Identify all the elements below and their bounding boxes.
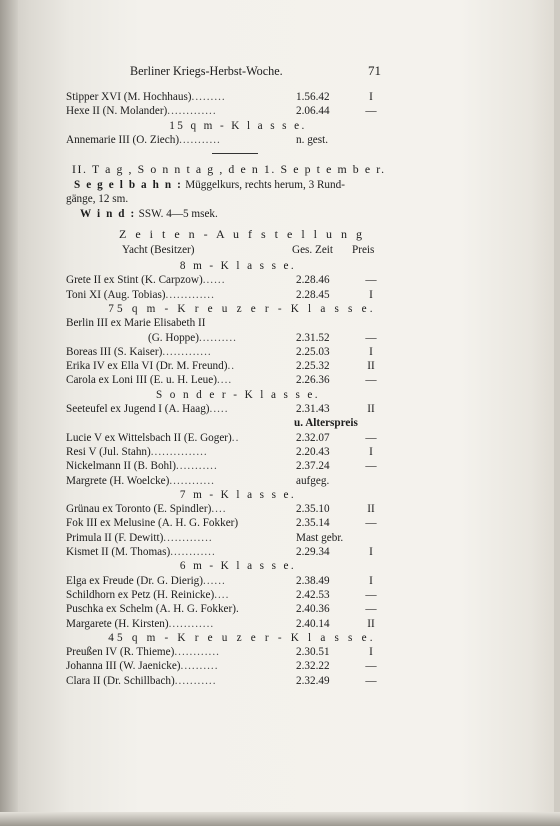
- leader-dots: ..: [231, 431, 240, 444]
- total-time: n. gest.: [296, 133, 329, 146]
- leader-dots: ............: [174, 646, 220, 659]
- result-row: [66, 602, 386, 616]
- prize: —: [365, 274, 377, 287]
- yacht-name: Annemarie III (O. Ziech): [66, 133, 180, 146]
- result-row: [66, 288, 386, 302]
- yacht-name: Margarete (H. Kirsten): [66, 617, 169, 630]
- class-heading: 45 q m - K r e u z e r - K l a s s e.: [108, 631, 376, 644]
- leader-dots: .............: [167, 105, 217, 118]
- result-row: [66, 617, 386, 631]
- yacht-name: Schildhorn ex Petz (H. Reinicke): [66, 588, 215, 601]
- prize: I: [369, 91, 373, 103]
- class-heading: 8 m - K l a s s e.: [179, 260, 297, 273]
- leader-dots: ....: [216, 374, 233, 387]
- leader-dots: ...........: [176, 460, 218, 473]
- yacht-name: Puschka ex Schelm (A. H. G. Fokker).: [66, 603, 239, 616]
- leader-dots: .........: [191, 91, 226, 103]
- yacht-name: Stipper XVI (M. Hochhaus): [66, 91, 192, 103]
- leader-dots: ............: [170, 546, 216, 559]
- yacht-name: Toni XI (Aug. Tobias): [66, 288, 166, 301]
- yacht-name: Grete II ex Stint (K. Carpzow): [66, 274, 203, 287]
- column-header-time: Ges. Zeit: [292, 244, 334, 257]
- yacht-name: Primula II (F. Dewitt): [66, 531, 164, 544]
- leader-dots: .............: [165, 288, 215, 301]
- total-time: 2.32.07: [296, 431, 330, 444]
- result-row: [66, 133, 386, 147]
- running-header: [66, 62, 386, 80]
- class-heading: 6 m - K l a s s e.: [179, 560, 297, 573]
- yacht-name: Nickelmann II (B. Bohl): [66, 460, 176, 473]
- class-heading: 7 m - K l a s s e.: [179, 488, 297, 501]
- wind-text: SSW. 4—5 msek.: [135, 207, 218, 220]
- leader-dots: ..........: [180, 660, 219, 673]
- yacht-name: Preußen IV (R. Thieme): [66, 646, 175, 659]
- yacht-name: Johanna III (W. Jaenicke): [66, 660, 181, 673]
- result-row: [66, 90, 386, 104]
- yacht-name: Clara II (Dr. Schillbach): [66, 674, 175, 687]
- prize: I: [369, 445, 373, 458]
- result-row: [66, 273, 386, 287]
- result-row: [66, 359, 386, 373]
- result-row: [66, 373, 386, 387]
- top-results: [66, 90, 386, 119]
- total-time: 2.35.10: [296, 503, 330, 516]
- result-note-row: [66, 416, 386, 430]
- result-row: [66, 659, 386, 673]
- yacht-name: Resi V (Jul. Stahn): [66, 445, 151, 458]
- leader-dots: ..........: [198, 331, 237, 344]
- total-time: 2.32.49: [296, 674, 330, 687]
- results-table-title: Z e i t e n - A u f s t e l l u n g: [119, 227, 365, 242]
- total-time: 2.25.03: [296, 345, 330, 358]
- total-time: Mast gebr.: [296, 531, 344, 544]
- total-time: 2.30.51: [296, 646, 330, 659]
- yacht-name: Grünau ex Toronto (E. Spindler): [66, 503, 212, 516]
- yacht-name: Kismet II (M. Thomas): [66, 546, 171, 559]
- day-heading: II. T a g , S o n n t a g , d e n 1. S e p t e m b e r.: [72, 162, 386, 177]
- prize: —: [365, 105, 377, 118]
- prize: —: [365, 674, 377, 687]
- result-row: [66, 545, 386, 559]
- yacht-name: Seeteufel ex Jugend I (A. Haag): [66, 403, 210, 416]
- prize: —: [365, 431, 377, 444]
- page-content: [66, 62, 386, 688]
- result-row: [66, 588, 386, 602]
- course-label: S e g e l b a h n :: [74, 179, 183, 192]
- leader-dots: .............: [162, 345, 212, 358]
- class-heading: S o n d e r - K l a s s e.: [155, 388, 320, 401]
- yacht-name: Lucie V ex Wittelsbach II (E. Goger): [66, 431, 232, 444]
- leader-dots: .............: [163, 531, 213, 544]
- total-time: aufgeg.: [296, 474, 330, 487]
- leader-dots: ...........: [179, 133, 221, 146]
- section-divider: [212, 153, 258, 154]
- wind-line: [66, 207, 386, 221]
- total-time: 1.56.42: [296, 91, 330, 103]
- book-spine-shadow: [0, 0, 18, 826]
- prize: —: [365, 603, 377, 616]
- course-line-continued: gänge, 12 sm.: [66, 193, 129, 206]
- prize: I: [369, 574, 373, 587]
- leader-dots: ......: [203, 574, 226, 587]
- leader-dots: ....: [214, 588, 230, 601]
- leader-dots: ...............: [150, 445, 208, 458]
- result-row: [66, 104, 386, 118]
- total-time: 2.28.45: [296, 288, 330, 301]
- result-row: [66, 474, 386, 488]
- prize: —: [365, 588, 377, 601]
- result-row: [66, 431, 386, 445]
- total-time: 2.37.24: [296, 460, 330, 473]
- yacht-name: Erika IV ex Ella VI (Dr. M. Freund): [66, 360, 228, 373]
- leader-dots: ..: [227, 360, 236, 373]
- total-time: 2.06.44: [296, 105, 330, 118]
- prize: II: [367, 503, 375, 516]
- total-time: 2.20.43: [296, 445, 330, 458]
- prize: —: [365, 374, 377, 387]
- header-title: Berliner Kriegs-Herbst-Woche.: [130, 64, 283, 78]
- leader-dots: ....: [211, 503, 227, 516]
- page-right-edge: [554, 0, 560, 826]
- leader-dots: ......: [202, 274, 226, 287]
- yacht-name: Boreas III (S. Kaiser): [66, 345, 163, 358]
- yacht-name: Berlin III ex Marie Elisabeth II: [66, 317, 206, 330]
- page-number: 71: [368, 63, 381, 78]
- table-column-headers: [66, 243, 386, 259]
- yacht-name: (G. Hoppe): [148, 331, 199, 344]
- total-time: 2.29.34: [296, 546, 330, 559]
- prize: II: [367, 617, 375, 630]
- prize: I: [369, 646, 373, 659]
- total-time: 2.35.14: [296, 517, 330, 530]
- prize: I: [369, 546, 373, 559]
- leader-dots: ...........: [174, 674, 217, 687]
- class-heading-15qm: 15 q m - K l a s s e.: [169, 119, 307, 132]
- prize: —: [365, 460, 377, 473]
- course-text: Müggelkurs, rechts herum, 3 Rund-: [182, 179, 345, 192]
- column-header-yacht: Yacht (Besitzer): [122, 244, 195, 257]
- result-row: [66, 645, 386, 659]
- additional-prize-note: u. Alterspreis: [294, 417, 358, 430]
- course-line: [66, 178, 386, 192]
- column-header-prize: Preis: [352, 244, 375, 257]
- total-time: 2.25.32: [296, 360, 330, 373]
- total-time: 2.38.49: [296, 574, 330, 587]
- result-row: [66, 531, 386, 545]
- result-row: [66, 516, 386, 530]
- prize: —: [365, 331, 377, 344]
- result-row: [66, 459, 386, 473]
- total-time: 2.31.52: [296, 331, 330, 344]
- class-heading: 75 q m - K r e u z e r - K l a s s e.: [108, 302, 376, 315]
- prize: II: [367, 403, 375, 416]
- yacht-name: Elga ex Freude (Dr. G. Dierig): [66, 574, 204, 587]
- total-time: 2.40.36: [296, 603, 330, 616]
- yacht-name: Margrete (H. Woelcke): [66, 474, 170, 487]
- prize: II: [367, 360, 375, 373]
- leader-dots: ............: [168, 617, 215, 630]
- total-time: 2.28.46: [296, 274, 330, 287]
- leader-dots: ............: [169, 474, 215, 487]
- prize: I: [369, 345, 373, 358]
- total-time: 2.40.14: [296, 617, 330, 630]
- prize: I: [369, 288, 373, 301]
- result-row: [66, 345, 386, 359]
- result-row: [66, 502, 386, 516]
- yacht-name: Hexe II (N. Molander): [66, 105, 168, 118]
- result-row: [66, 445, 386, 459]
- total-time: 2.31.43: [296, 403, 330, 416]
- result-row: [66, 316, 386, 330]
- yacht-name: Fok III ex Melusine (A. H. G. Fokker): [66, 517, 239, 530]
- total-time: 2.42.53: [296, 588, 330, 601]
- prize: —: [365, 517, 377, 530]
- wind-label: W i n d :: [80, 207, 136, 220]
- results-sections: [66, 259, 386, 688]
- leader-dots: .....: [209, 403, 229, 416]
- page-bottom-edge: [0, 812, 560, 826]
- result-row: [66, 331, 386, 345]
- result-row: [66, 674, 386, 688]
- prize: —: [365, 660, 377, 673]
- total-time: 2.32.22: [296, 660, 330, 673]
- result-row: [66, 574, 386, 588]
- yacht-name: Carola ex Loni III (E. u. H. Leue): [66, 374, 217, 387]
- result-row: [66, 402, 386, 416]
- total-time: 2.26.36: [296, 374, 330, 387]
